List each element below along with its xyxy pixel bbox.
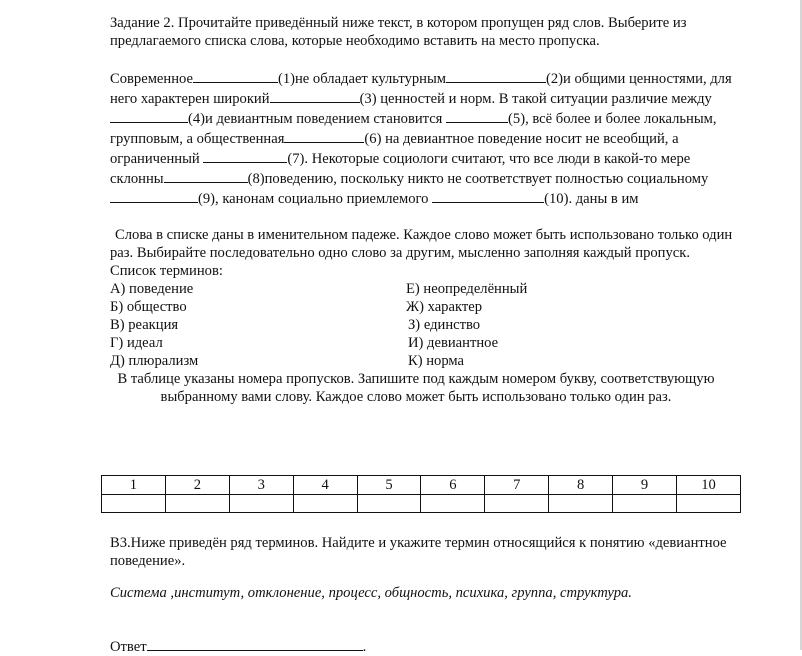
header-cell-10: 10 (677, 476, 741, 495)
header-cell-2: 2 (165, 476, 229, 495)
terms-heading: Список терминов: (110, 263, 223, 279)
term-v: В) реакция (110, 317, 179, 333)
answer-cell-7[interactable] (485, 495, 549, 513)
answer-cell-10[interactable] (677, 495, 741, 513)
text-part-6: (6) на девиантное поведение носит не всеобщий, а ограниченный (110, 131, 679, 167)
header-cell-4: 4 (293, 476, 357, 495)
header-cell-3: 3 (229, 476, 293, 495)
header-cell-7: 7 (485, 476, 549, 495)
text-part-0: Современное (110, 71, 193, 87)
blank-9[interactable] (110, 188, 198, 203)
term-i: И) девиантное (408, 335, 499, 351)
term-g: Г) идеал (110, 335, 163, 351)
text-part-7: (7). Некоторые социологи считают, что все люди в какой-то мере склонны (110, 151, 691, 187)
answer-label: Ответ (110, 639, 147, 655)
task-2-instructions: Слова в списке даны в именительном падеже. Каждое слово может быть использовано только один раз. Выбирайте последовательно одно слово за другим, мысленно заполняя каждый пропуск. (110, 227, 733, 261)
b3-title: В3.Ниже приведён ряд терминов. Найдите и укажите термин относящийся к понятию «девиантное поведение». (110, 535, 727, 569)
task-b3 (110, 534, 742, 570)
terms-column-right (406, 280, 527, 370)
text-part-4: (4)и девиантным поведением становится (188, 111, 447, 127)
task-2-text (110, 68, 742, 208)
term-b: Б) общество (110, 299, 187, 315)
answer-cell-8[interactable] (549, 495, 613, 513)
answer-table (101, 475, 741, 513)
terms-column-left (110, 280, 198, 370)
blank-5[interactable] (446, 108, 508, 123)
text-part-5: (5), всё более и более локальным, групповым, а общественная (110, 111, 717, 147)
answer-cell-6[interactable] (421, 495, 485, 513)
text-part-2: (2)и общими ценностями, для него характерен широкий (110, 71, 732, 107)
term-d: Д) плюрализм (110, 353, 199, 369)
blank-6[interactable] (284, 128, 364, 143)
term-z: З) единство (408, 317, 481, 333)
term-e: Е) неопределённый (406, 281, 528, 297)
terms-list (110, 280, 742, 370)
answer-cell-5[interactable] (357, 495, 421, 513)
answer-cell-4[interactable] (293, 495, 357, 513)
header-cell-5: 5 (357, 476, 421, 495)
text-part-9: (9), канонам социально приемлемого (198, 191, 433, 207)
answer-cell-1[interactable] (102, 495, 166, 513)
blank-10[interactable] (432, 188, 544, 203)
term-zh: Ж) характер (406, 299, 482, 315)
blank-4[interactable] (110, 108, 188, 123)
answer-table-input-row (102, 495, 741, 513)
b3-terms: Система ,институт, отклонение, процесс, общность, психика, группа, структура. (110, 585, 632, 601)
blank-1[interactable] (193, 68, 278, 83)
blank-8[interactable] (164, 168, 248, 183)
term-a: А) поведение (110, 281, 194, 297)
blank-2[interactable] (446, 68, 546, 83)
header-cell-6: 6 (421, 476, 485, 495)
header-cell-8: 8 (549, 476, 613, 495)
task-2-intro: Задание 2. Прочитайте приведённый ниже текст, в котором пропущен ряд слов. Выберите из предлагаемого списка слова, которые необходимо вставить на место пропуска. (110, 15, 687, 49)
blank-7[interactable] (203, 148, 287, 163)
answer-end: . (362, 639, 367, 655)
header-cell-1: 1 (102, 476, 166, 495)
answer-cell-9[interactable] (613, 495, 677, 513)
answer-table-header-row (102, 476, 741, 495)
text-part-10: (10). даны в им (544, 191, 639, 207)
text-part-1: (1)не обладает культурным (277, 71, 447, 87)
answer-blank[interactable] (147, 636, 363, 651)
answer-cell-2[interactable] (165, 495, 229, 513)
table-intro: В таблице указаны номера пропусков. Запишите под каждым номером букву, соответствующую выбранному вами слову. Каждое слово может быть использовано только один раз. (117, 371, 715, 405)
term-k: К) норма (408, 353, 465, 369)
blank-3[interactable] (270, 88, 360, 103)
b3-answer-line (110, 636, 366, 656)
text-part-3: (3) ценностей и норм. В такой ситуации различие между (359, 91, 712, 107)
answer-cell-3[interactable] (229, 495, 293, 513)
worksheet-page (110, 14, 742, 655)
header-cell-9: 9 (613, 476, 677, 495)
text-part-8: (8)поведению, поскольку никто не соответствует полностью социальному (247, 171, 709, 187)
